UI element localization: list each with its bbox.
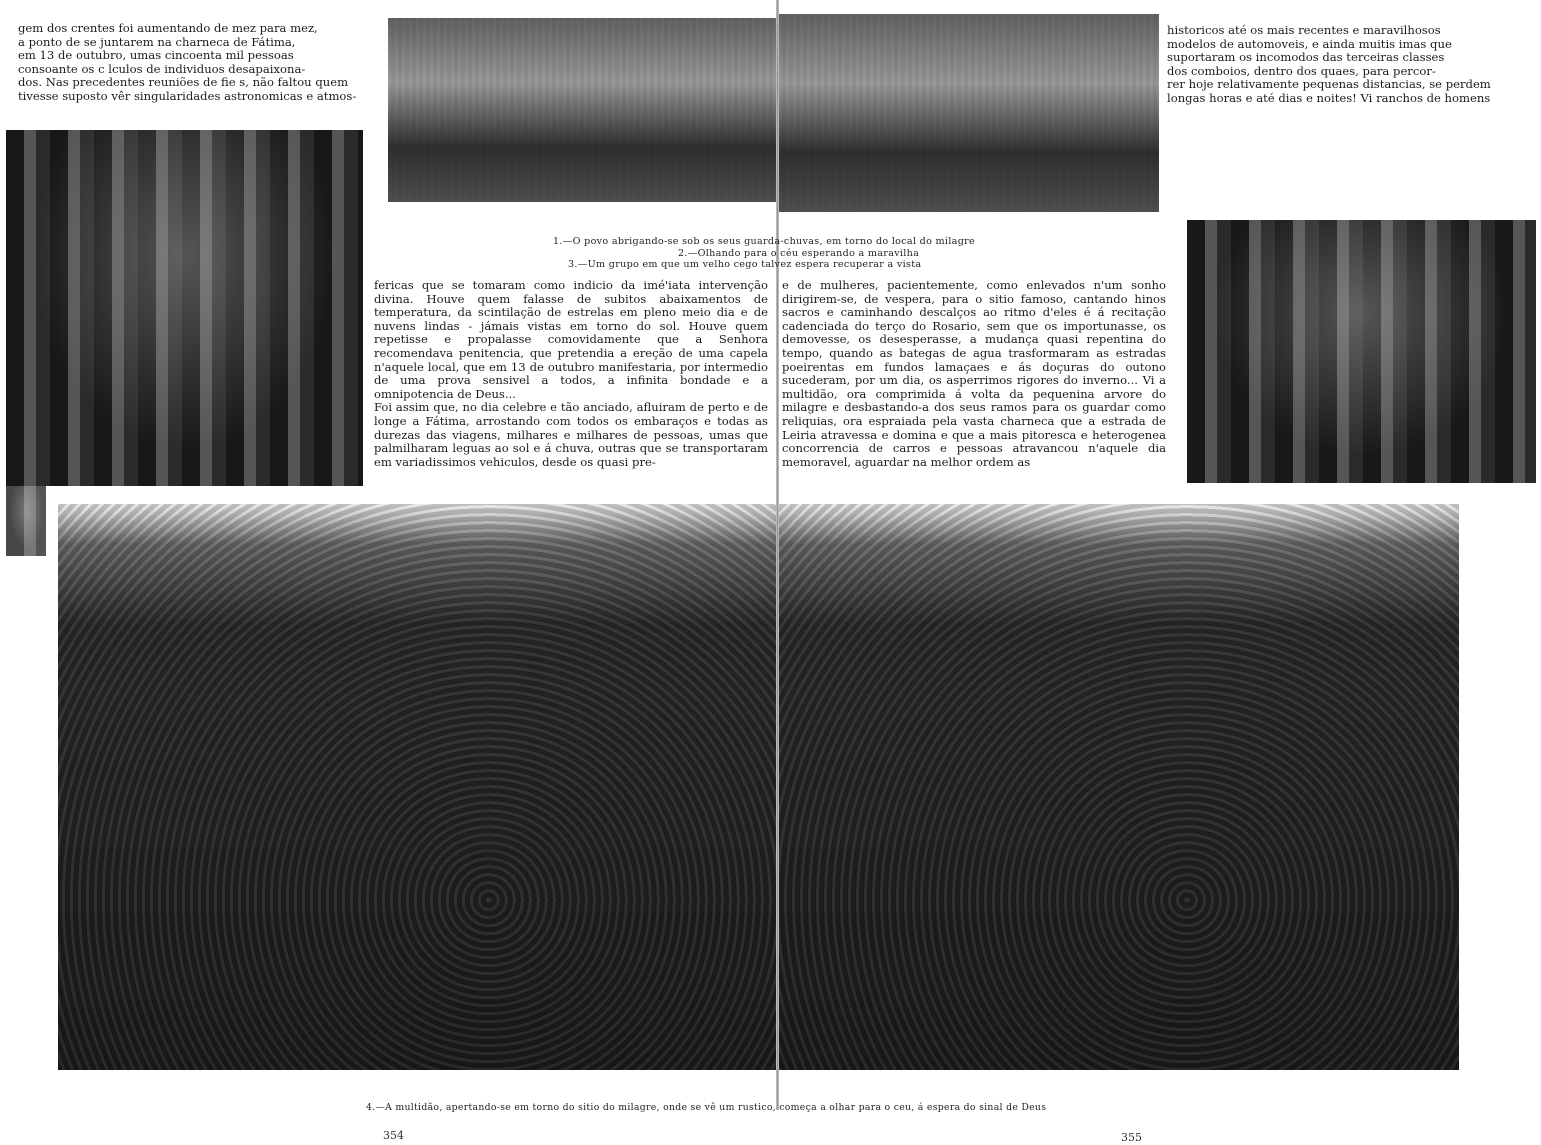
- photo-left-strip: [6, 486, 46, 556]
- left-intro-text: [18, 22, 373, 104]
- left-body-paragraph: fericas que se tomaram como indicio da imé'iata intervenção divina. Houve quem falasse de subitos abaixamentos de temperatura, da scintilação de estrelas em pleno meio dia e de nuvens lindas - jámais vistas em torno do sol. Houve quem repetisse e propalasse comovidamente que a Senhora recomendava penitencia, que pretendia a ereção de uma capela n'aquele local, que em 13 de outubro manifestaria, por intermedio de uma prova sensivel a todos, a infinita bondade e a omnipotencia de Deus... Foi assim que, no dia celebre e tão anciado, afluiram de perto e de longe a Fátima, arrostando com todos os embaraços e todas as durezas das viagens, milhares e milhares de pessoas, umas que palmilharam leguas ao sol e á chuva, outras que se transportaram em variadissimos vehiculos, desde os quasi pre-: [374, 278, 768, 469]
- photo-umbrellas-left: [388, 18, 776, 202]
- right-intro-text: [1167, 24, 1535, 106]
- photo-crowd-left: [58, 504, 776, 1070]
- left-body-text: [374, 279, 768, 469]
- right-body-text: [782, 279, 1166, 469]
- right-intro-paragraph: historicos até os mais recentes e maravilhosos modelos de automoveis, e ainda muitis imas que suportaram os incomodos das terceiras classes dos comboios, dentro dos quaes, para percor- rer hoje relativamente pequenas distancias, se perdem longas horas e até dias e noites! Vi ranchos de homens: [1167, 23, 1491, 105]
- photo-crowd-right: [779, 504, 1459, 1070]
- caption-photo-4: 4.—A multidão, apertando-se em torno do sitio do milagre, onde se vê um rustico, começa a olhar para o ceu, á espera do sinal de Deus: [366, 1102, 1047, 1113]
- right-body-paragraph: e de mulheres, pacientemente, como enlevados n'um sonho dirigirem-se, de vespera, para o sitio famoso, cantando hinos sacros e caminhando descalços ao ritmo d'eles é á recitação cadenciada do terço do Rosario, sem que os importunasse, os demovesse, os desesperasse, a mudança quasi repentina do tempo, quando as bategas de agua trasformaram as estradas poeirentas em fundos lamaçaes e ás doçuras do outono sucederam, por um dia, os asperrimos rigores do inverno... Vi a multidão, ora comprimida á volta da pequenina arvore do milagre e desbastando-a dos seus ramos para os guardar como reliquias, ora espraiada pela vasta charneca que a estrada de Leiria atravessa e domina e que a mais pitoresca e heterogenea concorrencia de carros e pessoas atravancou n'aquele dia memoravel, aguardar na melhor ordem as: [782, 278, 1166, 469]
- left-intro-paragraph: gem dos crentes foi aumentando de mez para mez, a ponto de se juntarem na charneca de Fátima, em 13 de outubro, umas cincoenta mil pessoas consoante os c lculos de individuos desapaixona- dos. Nas precedentes reuniões de fie s, não faltou quem tivesse suposto vêr singularidades astronomicas e atmos-: [18, 21, 357, 103]
- caption-photo-2: 2.—Olhando para o céu esperando a maravilha: [678, 248, 920, 259]
- caption-photo-3: 3.—Um grupo em que um velho cego talvez espera recuperar a vista: [568, 259, 922, 270]
- page-number-left: 354: [383, 1129, 404, 1142]
- page-number-right: 355: [1121, 1131, 1142, 1144]
- photo-blind-man-group: [1187, 220, 1536, 483]
- photo-old-man-group: [6, 130, 363, 486]
- caption-photo-1: 1.—O povo abrigando-se sob os seus guarda-chuvas, em torno do local do milagre: [553, 236, 975, 247]
- photo-umbrellas-right: [779, 14, 1159, 212]
